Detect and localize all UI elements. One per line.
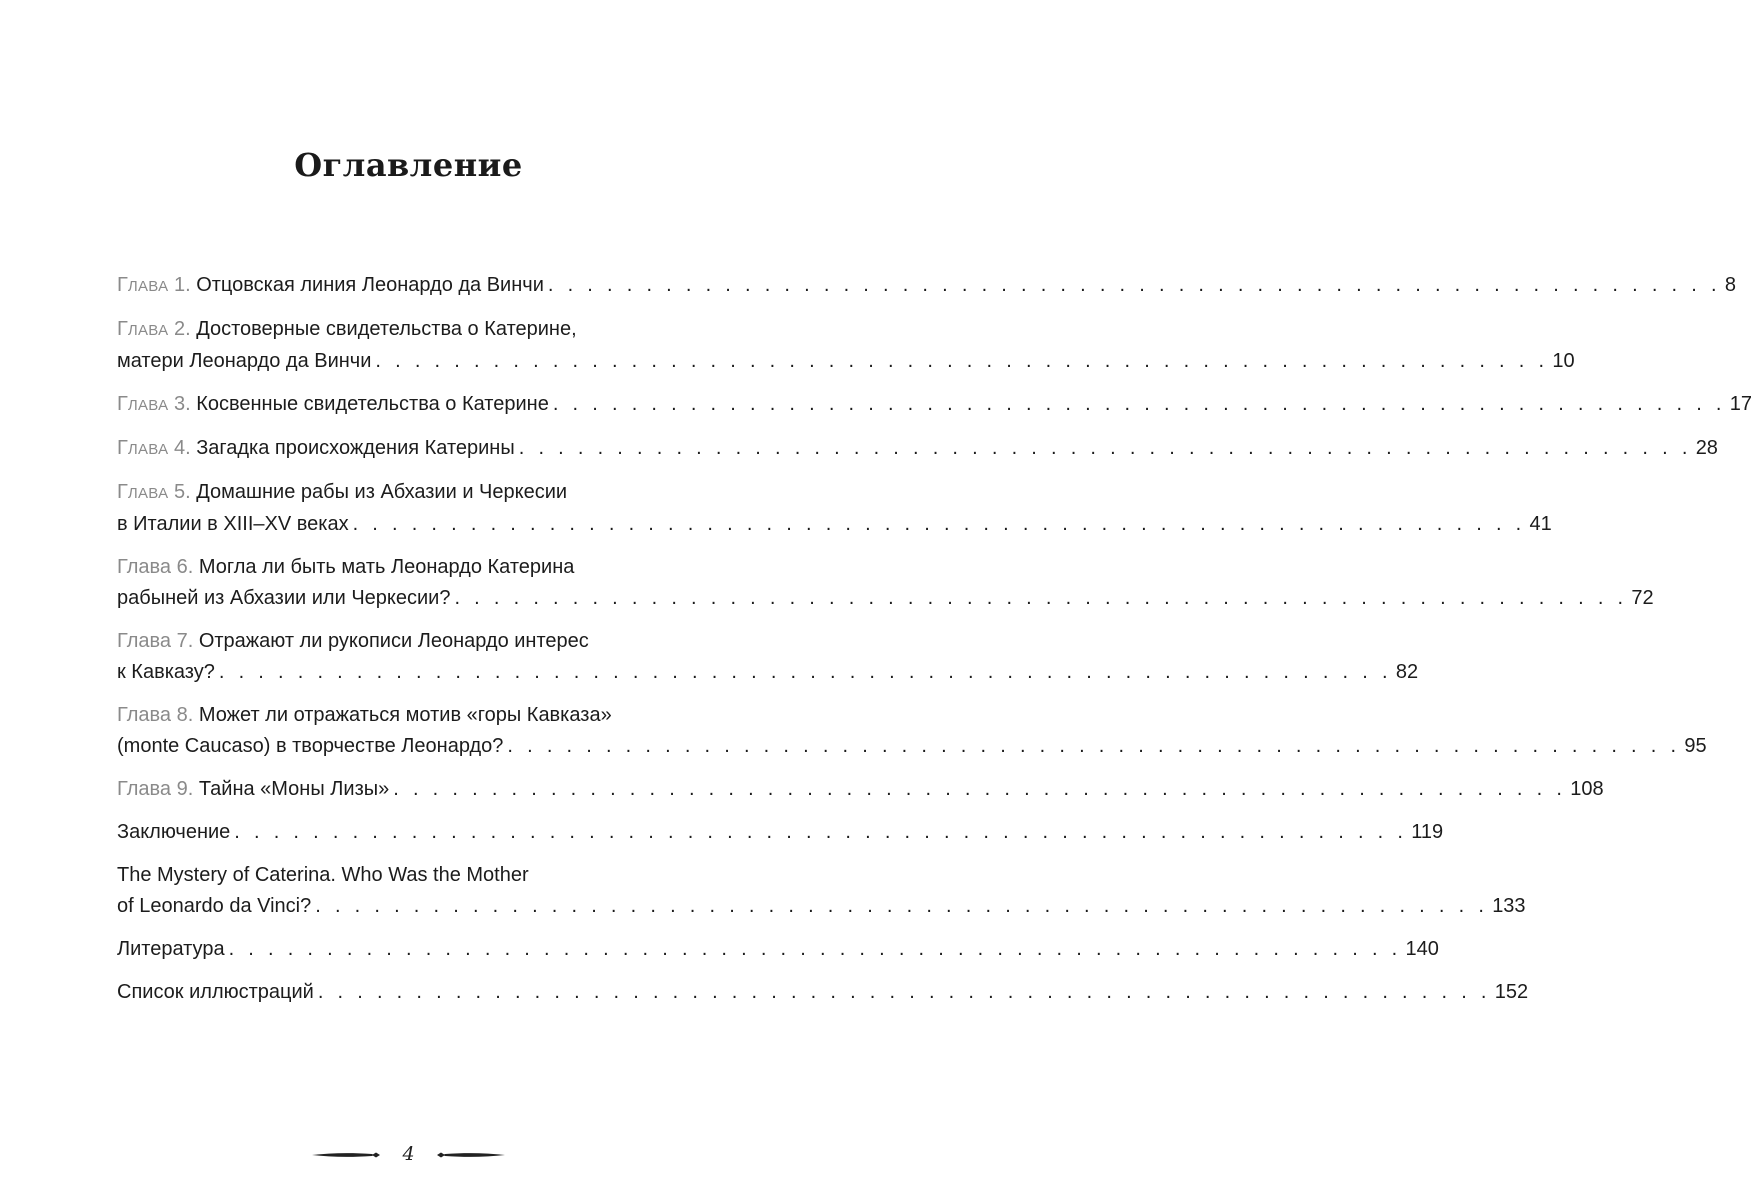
toc-entry-text — [117, 270, 544, 302]
toc-entry-last-line — [117, 657, 1419, 688]
toc-entry-title: Достоверные свидетельства о Катерине, — [196, 318, 577, 340]
toc-entry — [117, 934, 1439, 965]
toc-entry-title: Заключение — [117, 821, 231, 843]
toc-entry-line — [117, 700, 693, 731]
toc-entry-title: к Кавказу? — [117, 661, 215, 683]
chapter-label: ГЛАВА 3. — [117, 393, 197, 415]
dot-leader: . . . . . . . . . . . . . . . . . . . . . . . . . . . . . . . . . . . . . . . . . . . . . . . . . . . . . . . . . . . . — [375, 350, 1549, 372]
toc-page-number: 8 — [1724, 274, 1736, 296]
toc-entry — [117, 700, 1707, 762]
chapter-label: Глава 9. — [117, 778, 199, 800]
toc-page-number: 82 — [1395, 661, 1419, 683]
chapter-label: Глава 8. — [117, 704, 199, 726]
toc-entry-title: Могла ли быть мать Леонардо Катерина — [198, 556, 575, 578]
chapter-label: ГЛАВА 5. — [117, 481, 197, 503]
toc-entry-text — [117, 864, 529, 886]
toc-page-number: 95 — [1684, 735, 1707, 757]
toc-entry-text — [117, 977, 314, 1008]
toc-entry-last-line — [117, 270, 1736, 302]
dot-leader: . . . . . . . . . . . . . . . . . . . . . . . . . . . . . . . . . . . . . . . . . . . . . . . . . . . . . . . . . . . . — [317, 981, 1491, 1003]
toc-page-number: 133 — [1492, 895, 1526, 917]
toc-entry — [117, 860, 1526, 922]
toc-entry-title: (monte Caucaso) в творчестве Леонардо? — [117, 735, 504, 757]
toc-entry-line — [117, 626, 693, 657]
toc-entry-text — [117, 774, 389, 805]
toc-entry-last-line — [117, 731, 1707, 762]
toc-page-number: 152 — [1494, 981, 1529, 1003]
toc-entry-text — [117, 934, 225, 965]
toc-entry-line — [117, 552, 693, 583]
toc-entry-title: of Leonardo da Vinci? — [117, 895, 312, 917]
toc-entry-last-line — [117, 433, 1718, 465]
toc-page-number: 10 — [1552, 350, 1575, 372]
toc-entry-text — [117, 817, 230, 848]
dot-leader: . . . . . . . . . . . . . . . . . . . . . . . . . . . . . . . . . . . . . . . . . . . . . . . . . . . . . . . . . . . . — [507, 735, 1681, 757]
dot-leader: . . . . . . . . . . . . . . . . . . . . . . . . . . . . . . . . . . . . . . . . . . . . . . . . . . . . . . . . . . . . — [518, 437, 1692, 459]
chapter-label: ГЛАВА 1. — [117, 274, 197, 296]
chapter-label: Глава 6. — [117, 556, 199, 578]
toc-entry-title: в Италии в XIII–XV веках — [117, 513, 349, 535]
toc-entry-line — [117, 477, 693, 509]
toc-page-number: 17 — [1729, 393, 1752, 415]
toc-entry — [117, 626, 1419, 688]
toc-entry-last-line — [117, 774, 1604, 805]
toc-entry — [117, 433, 1718, 465]
toc-entry-text — [117, 731, 503, 762]
toc-page-number: 108 — [1570, 778, 1604, 800]
toc-entry-text — [117, 704, 612, 726]
toc-entry — [117, 314, 1575, 377]
toc-entry-text — [117, 891, 311, 922]
toc-entry — [117, 817, 1444, 848]
toc-entry-last-line — [117, 977, 1529, 1008]
toc-entry-text — [117, 509, 349, 540]
toc-entry-text — [117, 346, 371, 377]
dot-leader: . . . . . . . . . . . . . . . . . . . . . . . . . . . . . . . . . . . . . . . . . . . . . . . . . . . . . . . . . . . . — [454, 587, 1628, 609]
toc-entry-title: Загадка происхождения Катерины — [196, 437, 515, 459]
toc-entry-title: Отражают ли рукописи Леонардо интерес — [198, 630, 589, 652]
dot-leader: . . . . . . . . . . . . . . . . . . . . . . . . . . . . . . . . . . . . . . . . . . . . . . . . . . . . . . . . . . . . — [552, 393, 1726, 415]
toc-entry-title: Отцовская линия Леонардо да Винчи — [196, 274, 544, 296]
toc-entry-text — [117, 433, 515, 465]
toc-entry-text — [117, 556, 574, 578]
toc-entry-title: Литература — [117, 938, 225, 960]
toc-entry-title: рабыней из Абхазии или Черкесии? — [117, 587, 451, 609]
toc-entry-line — [117, 314, 693, 346]
dot-leader: . . . . . . . . . . . . . . . . . . . . . . . . . . . . . . . . . . . . . . . . . . . . . . . . . . . . . . . . . . . . — [352, 513, 1526, 535]
toc-page-number: 41 — [1529, 513, 1552, 535]
toc-entry — [117, 774, 1604, 805]
page-title: Оглавление — [294, 146, 523, 184]
dot-leader: . . . . . . . . . . . . . . . . . . . . . . . . . . . . . . . . . . . . . . . . . . . . . . . . . . . . . . . . . . . . — [218, 661, 1392, 683]
toc-entry-last-line — [117, 509, 1552, 540]
toc-entry — [117, 389, 1752, 421]
toc-entry-title: Домашние рабы из Абхазии и Черкесии — [196, 481, 568, 503]
chapter-label: ГЛАВА 2. — [117, 318, 197, 340]
chapter-label: ГЛАВА 4. — [117, 437, 197, 459]
toc-entry — [117, 552, 1654, 614]
toc-entry-text — [117, 389, 549, 421]
toc-entry-title: Может ли отражаться мотив «горы Кавказа» — [198, 704, 612, 726]
toc-page-number: 140 — [1405, 938, 1439, 960]
dot-leader: . . . . . . . . . . . . . . . . . . . . . . . . . . . . . . . . . . . . . . . . . . . . . . . . . . . . . . . . . . . . — [228, 938, 1402, 960]
toc-entry — [117, 270, 1736, 302]
toc-entry-last-line — [117, 346, 1575, 377]
toc-entry-title: The Mystery of Caterina. Who Was the Mother — [117, 864, 529, 886]
chapter-label: Глава 7. — [117, 630, 199, 652]
toc-entry-title: Косвенные свидетельства о Катерине — [196, 393, 549, 415]
toc-page-number: 119 — [1411, 821, 1444, 843]
toc-entry-text — [117, 657, 215, 688]
toc-entry-title: Список иллюстраций — [117, 981, 314, 1003]
toc-entry-last-line — [117, 817, 1444, 848]
toc-entry-last-line — [117, 389, 1752, 421]
toc-entry-last-line — [117, 934, 1439, 965]
toc-entry — [117, 477, 1552, 540]
page-number: 4 — [402, 1143, 415, 1165]
toc-entry-text — [117, 318, 577, 340]
dot-leader: . . . . . . . . . . . . . . . . . . . . . . . . . . . . . . . . . . . . . . . . . . . . . . . . . . . . . . . . . . . . — [393, 778, 1567, 800]
toc-entry-line — [117, 860, 693, 891]
dot-leader: . . . . . . . . . . . . . . . . . . . . . . . . . . . . . . . . . . . . . . . . . . . . . . . . . . . . . . . . . . . . — [315, 895, 1489, 917]
toc-entry-text — [117, 630, 589, 652]
toc-entry — [117, 977, 1529, 1008]
dot-leader: . . . . . . . . . . . . . . . . . . . . . . . . . . . . . . . . . . . . . . . . . . . . . . . . . . . . . . . . . . . . — [234, 821, 1408, 843]
toc-entry-last-line — [117, 891, 1526, 922]
dot-leader: . . . . . . . . . . . . . . . . . . . . . . . . . . . . . . . . . . . . . . . . . . . . . . . . . . . . . . . . . . . . — [547, 274, 1721, 296]
toc-entry-last-line — [117, 583, 1654, 614]
table-of-contents — [117, 270, 1752, 1020]
toc-page-number: 72 — [1631, 587, 1654, 609]
toc-entry-title: Тайна «Моны Лизы» — [198, 778, 390, 800]
toc-entry-title: матери Леонардо да Винчи — [117, 350, 372, 372]
toc-page-number: 28 — [1695, 437, 1718, 459]
toc-entry-text — [117, 583, 450, 614]
toc-entry-text — [117, 481, 567, 503]
